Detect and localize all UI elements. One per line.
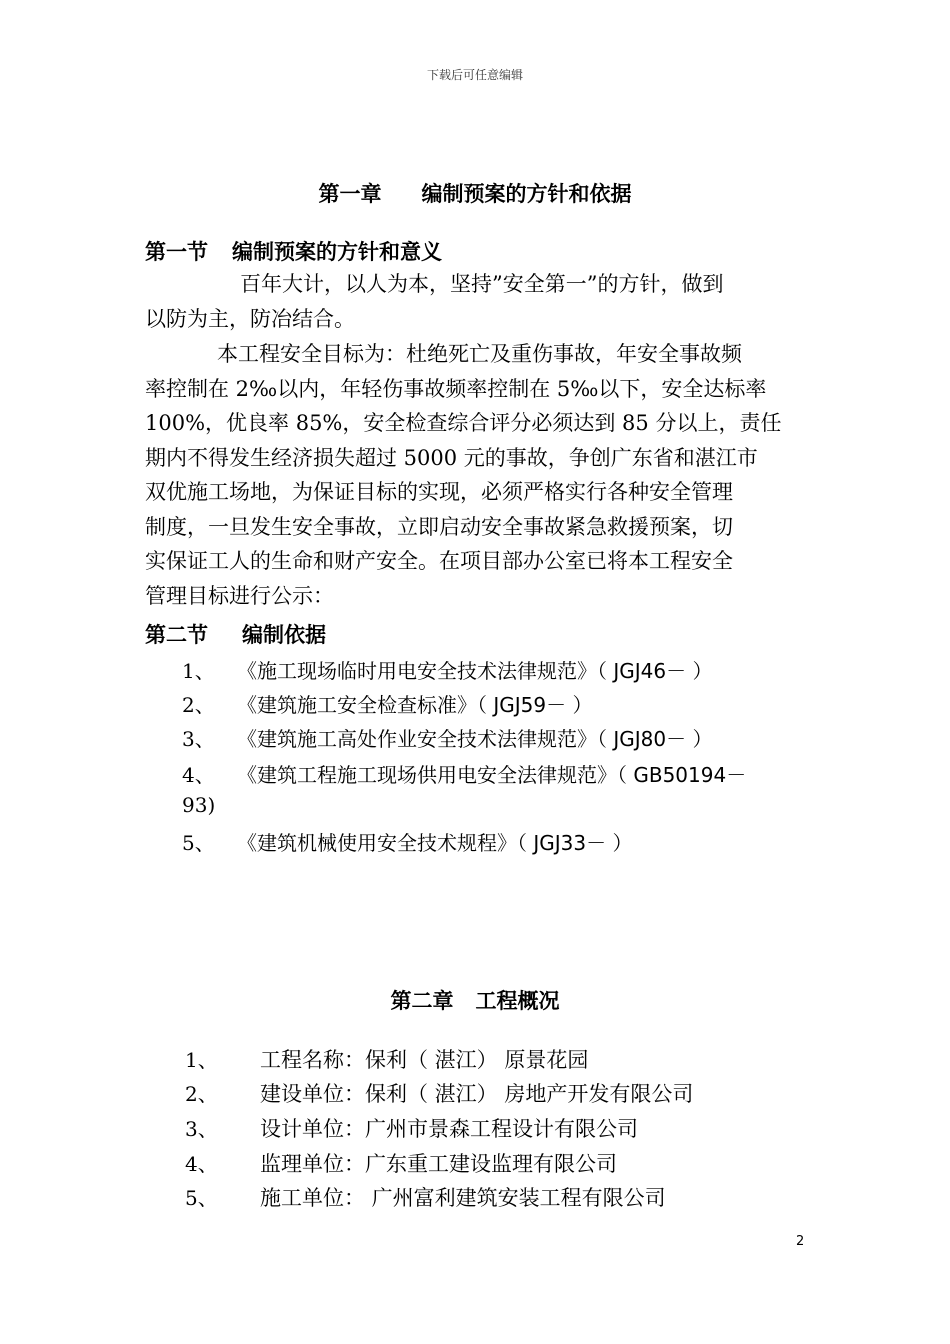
section-2-number: 第二节: [145, 623, 208, 647]
paragraph-2-line: 期内不得发生经济损失超过 5000 元的事故，争创广东省和湛江市: [145, 445, 758, 470]
chapter-2-title: [0, 985, 950, 1015]
reference-number: 2、: [182, 693, 215, 717]
chapter-2-number: 第二章: [390, 989, 454, 1013]
info-text: 建设单位：保利（ 湛江） 房地产开发有限公司: [260, 1082, 694, 1106]
section-1-title: [145, 236, 442, 266]
reference-item: [182, 689, 592, 718]
reference-number: 5、: [182, 831, 215, 855]
reference-text: 《建筑施工安全检查标准》（ JGJ59－ ）: [237, 693, 593, 717]
section-1-name: 编制预案的方针和意义: [232, 240, 442, 264]
reference-number: 3、: [182, 727, 215, 751]
section-2-title: [145, 619, 326, 649]
project-info-item: [185, 1044, 588, 1074]
project-info-item: [185, 1113, 638, 1143]
paragraph-2-line: 本工程安全目标为：杜绝死亡及重伤事故，年安全事故频: [217, 342, 742, 366]
info-text: 施工单位： 广州富利建筑安装工程有限公司: [260, 1186, 666, 1210]
project-info-item: [185, 1148, 617, 1178]
info-number: 1、: [185, 1048, 218, 1072]
section-1-number: 第一节: [145, 240, 208, 264]
info-number: 4、: [185, 1152, 218, 1176]
chapter-1-name: 编制预案的方针和依据: [421, 182, 632, 206]
info-text: 工程名称：保利（ 湛江） 原景花园: [260, 1048, 589, 1072]
reference-item: [182, 655, 712, 684]
reference-continuation: 93): [182, 793, 216, 817]
paragraph-2-line: 率控制在 2‰以内，年轻伤事故频率控制在 5‰以下，安全达标率: [145, 376, 767, 401]
reference-text: 《建筑工程施工现场供用电安全法律规范》（ GB50194－: [237, 763, 747, 787]
project-info-item: [185, 1182, 666, 1212]
reference-text: 《建筑机械使用安全技术规程》（ JGJ33－ ）: [237, 831, 633, 855]
project-info-item: [185, 1078, 693, 1108]
info-text: 监理单位：广东重工建设监理有限公司: [260, 1152, 617, 1176]
info-number: 2、: [185, 1082, 218, 1106]
page-number: 2: [796, 1234, 805, 1249]
paragraph-2-line: 制度，一旦发生安全事故，立即启动安全事故紧急救援预案，切: [145, 514, 733, 539]
chapter-1-title: [0, 178, 950, 208]
reference-text: 《建筑施工高处作业安全技术法律规范》（ JGJ80－ ）: [237, 727, 713, 751]
paragraph-1-line-2: 以防为主，防冶结合。: [145, 306, 355, 331]
paragraph-1: [145, 267, 805, 336]
paragraph-2-line: 管理目标进行公示：: [145, 583, 334, 608]
reference-item: [182, 759, 746, 788]
chapter-2-name: 工程概况: [475, 989, 560, 1013]
section-2-name: 编制依据: [242, 623, 326, 647]
info-number: 3、: [185, 1117, 218, 1141]
paragraph-2-line: 实保证工人的生命和财产安全。在项目部办公室已将本工程安全: [145, 549, 733, 573]
info-number: 5、: [185, 1186, 218, 1210]
header-note: 下载后可任意编辑: [426, 68, 523, 82]
paragraph-2-line: 双优施工场地，为保证目标的实现，必须严格实行各种安全管理: [145, 480, 733, 504]
info-text: 设计单位：广州市景森工程设计有限公司: [260, 1117, 638, 1141]
paragraph-1-line-1: 百年大计，以人为本，坚持”安全第一”的方针，做到: [240, 272, 724, 296]
reference-number: 1、: [182, 659, 215, 683]
reference-item: [182, 723, 712, 752]
reference-text: 《施工现场临时用电安全技术法律规范》（ JGJ46－ ）: [237, 659, 713, 683]
reference-number: 4、: [182, 763, 215, 787]
paragraph-2: [145, 337, 805, 613]
reference-item: [182, 827, 632, 856]
chapter-1-number: 第一章: [318, 182, 382, 206]
paragraph-2-line: 100%，优良率 85%，安全检查综合评分必须达到 85 分以上，责任: [145, 411, 782, 435]
